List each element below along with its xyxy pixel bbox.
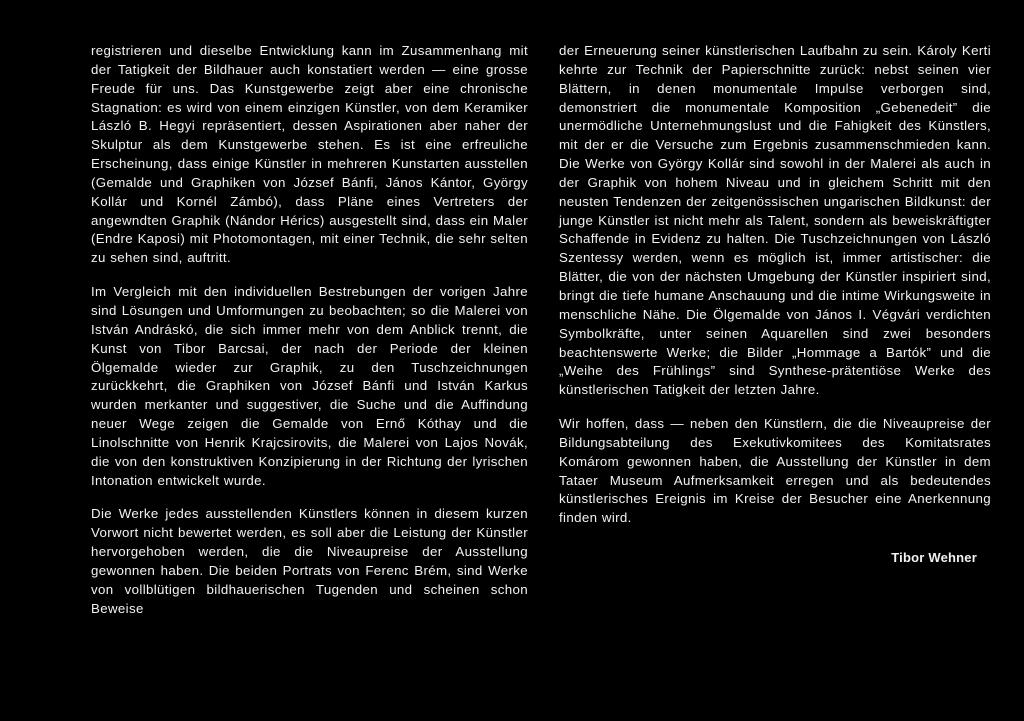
paragraph: Im Vergleich mit den individuellen Bestrebungen der vorigen Jahre sind Lösungen und Umformungen zu beobachten; so die Malerei von István Andráskó, die sich immer mehr von dem Anblick trennt, die Kunst von Tibor Barcsai, der nach der Periode der kleinen Ölgemalde wieder zur Graphik, zu den Tuschzeichnungen zurückkehrt, die Graphiken von József Bánfi und István Karkus wurden merkanter und suggestiver, die Suche und die Auffindung neuer Wege zeigen die Gemalde von Ernő Kóthay und die Linolschnitte von Henrik Krajcsirovits, die Malerei von Lajos Novák, die von den konstruktiven Konzipierung in der Richtung der lyrischen Intonation entwickelt wurde. [91,284,528,488]
paragraph: Wir hoffen, dass — neben den Künstlern, die die Niveaupreise der Bildungsabteilung des Exekutivkomitees des Komitatsrates Komárom gewonnen haben, die Ausstellung der Künstler in dem Tataer Museum Aufmerksamkeit erregen und als bedeutendes künstlerisches Ereignis im Kreise der Besucher eine Anerkennung finden wird. [559,416,991,526]
author-signature: Tibor Wehner [891,550,977,566]
paragraph: der Erneuerung seiner künstlerischen Laufbahn zu sein. Károly Kerti kehrte zur Technik der Papierschnitte zurück: nebst seinen vier Blättern, in denen monumentale Impulse verborgen sind, demonstriert die monumentale Komposition „Gebenedeit” die unermödliche Unternehmungslust und die Fahigkeit des Künstlers, mit der er die Versuche zum Ergebnis zusammenschmieden kann. Die Werke von György Kollár sind sowohl in der Malerei als auch in der Graphik von hohem Niveau und in gleichem Schritt mit den neusten Tendenzen der zeitgenössischen ungarischen Bildkunst: der junge Künstler ist nicht mehr als Talent, sondern als beweiskräftigter Schaffende in Evidenz zu halten. Die Tuschzeichnungen von László Szentessy werden, wenn es möglich ist, immer artistischer: die Blätter, die von der nächsten Umgebung der Künstler inspiriert sind, bringt die tiefe humane Anschauung und die intime Wirkungsweite in menschliche Nähe. Die Ölgemalde von János I. Végvári verdichten Symbolkräfte, unter seinen Aquarellen sind zwei besonders beachtenswerte Werke; die Bilder „Hommage a Bartók” und die „Weihe des Frühlings” sind Synthese-prätentiöse Werke des künstlerischen Tatigkeit der letzten Jahre. [559,43,991,398]
left-column [91,42,528,633]
paragraph: Die Werke jedes ausstellenden Künstlers können in diesem kurzen Vorwort nicht bewertet werden, es soll aber die Leistung der Künstler hervorgehoben werden, die die Niveaupreise der Ausstellung gewonnen haben. Die beiden Portrats von Ferenc Brém, sind Werke von vollblütigen bildhauerischen Tugenden und scheinen schon Beweise [91,506,528,616]
right-column [559,42,991,565]
paragraph: registrieren und dieselbe Entwicklung kann im Zusammenhang mit der Tatigkeit der Bildhauer auch konstatiert werden — eine grosse Freude für uns. Das Kunstgewerbe zeigt aber eine chronische Stagnation: es wird von einem einzigen Künstler, von dem Keramiker László B. Hegyi repräsentiert, dessen Aspirationen aber naher der Skulptur als dem Kunstgewerbe stehen. Es ist eine erfreuliche Erscheinung, dass einige Künstler in mehreren Kunstarten ausstellen (Gemalde und Graphiken von József Bánfi, János Kántor, György Kollár und Kornél Zámbó), dass Pläne eines Vertreters der angewndten Graphik (Nándor Hérics) ausgestellt sind, dass ein Maler (Endre Kaposi) mit Photomontagen, mit einer Technik, die sehr selten zu sehen sind, auftritt. [91,43,528,266]
